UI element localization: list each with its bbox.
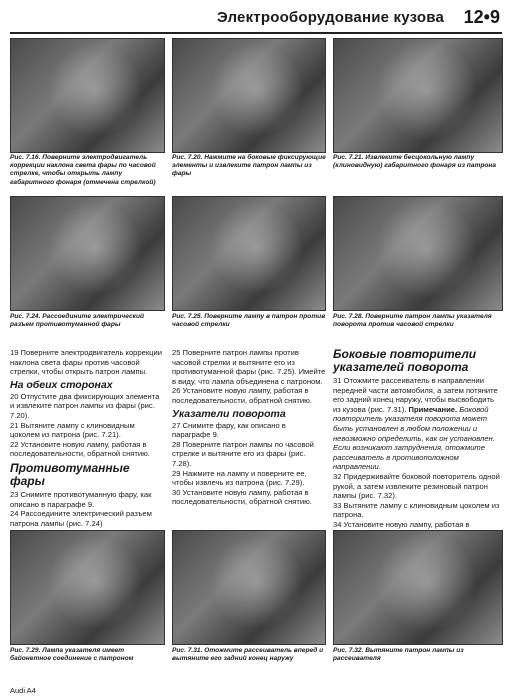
paragraph-34: 34 Установите новую лампу, работая в bbox=[333, 519, 470, 529]
photo-7-29 bbox=[10, 530, 165, 645]
note-label: Примечание. bbox=[408, 404, 458, 414]
caption-7-28: Рис. 7.28. Поверните патрон лампы указателя поворота против часовой стрелки bbox=[333, 313, 492, 329]
paragraph-25: 25 Поверните патрон лампы против часовой стрелки и вытяните его из противотуманной фары (рис. 7.25). Имейте в виду, что лампа объединена с патроном. bbox=[172, 348, 326, 386]
paragraph-28: 28 Поверните патрон лампы по часовой стрелке и вытяните его из фары (рис. 7.28). bbox=[172, 439, 314, 468]
paragraph-26: 26 Установите новую лампу, работая в последовательности, обратной снятию. bbox=[172, 386, 312, 405]
caption-7-24: Рис. 7.24. Рассоедините электрический разъем противотуманной фары bbox=[10, 313, 145, 329]
heading-side-repeaters: Боковые повторители указателей поворота bbox=[333, 347, 477, 374]
heading-both-sides: На обеих сторонах bbox=[10, 378, 113, 391]
caption-7-20: Рис. 7.20. Нажмите на боковые фиксирующие элементы и извлеките патрон лампы из фары bbox=[172, 154, 326, 178]
photo-7-20 bbox=[172, 38, 326, 153]
paragraph-24: 24 Рассоедините электрический разъем патрона лампы (рис. 7.24) bbox=[10, 509, 152, 528]
page-number: 12•9 bbox=[463, 7, 500, 27]
photo-7-32 bbox=[333, 530, 503, 645]
text-column-3 bbox=[333, 348, 501, 539]
page-footer: Audi A4 bbox=[10, 686, 36, 695]
paragraph-32: 32 Придерживайте боковой повторитель одной рукой, а затем извлеките резиновый патрон лампы (рис. 7.32). bbox=[333, 471, 500, 501]
note-text: Боковой повторитель указателя поворота может быть установлен в любом положении и невозможно определить, как он установлен. Если возникают затруднения, отожмите рассеиватель в противоположном направлении. bbox=[333, 404, 495, 472]
text-column-1 bbox=[10, 348, 165, 528]
paragraph-19: 19 Поверните электродвигатель коррекции наклона света фары против часовой стрелки, чтобы открыть патрон лампы. bbox=[10, 348, 163, 377]
photo-7-31 bbox=[172, 530, 326, 645]
photo-7-24 bbox=[10, 196, 165, 311]
paragraph-31 bbox=[333, 376, 501, 472]
paragraph-33: 33 Вытяните лампу с клиновидным цоколем из патрона. bbox=[333, 500, 500, 520]
caption-7-25: Рис. 7.25. Поверните лампу в патрон против часовой стрелки bbox=[172, 313, 326, 329]
heading-turn-signals: Указатели поворота bbox=[172, 407, 286, 420]
text-column-2 bbox=[172, 348, 326, 507]
page-header bbox=[10, 6, 502, 34]
caption-7-32: Рис. 7.32. Вытяните патрон лампы из рассеивателя bbox=[333, 647, 464, 663]
caption-7-29: Рис. 7.29. Лампа указателя имеет байонетное соединение с патроном bbox=[10, 647, 134, 663]
caption-7-31: Рис. 7.31. Отожмите рассеиватель вперед и вытяните его задний конец наружу bbox=[172, 647, 324, 663]
photo-7-28 bbox=[333, 196, 503, 311]
page-title: Электрооборудование кузова bbox=[217, 9, 444, 26]
paragraph-27: 27 Снимите фару, как описано в параграфе 9. bbox=[172, 420, 286, 440]
photo-7-16 bbox=[10, 38, 165, 153]
paragraph-29: 29 Нажмите на лампу и поверните ее, чтобы извлечь из патрона (рис. 7.29). bbox=[172, 468, 307, 488]
caption-7-21: Рис. 7.21. Извлеките бесцокольную лампу (клиновидную) габаритного фонаря из патрона bbox=[333, 154, 497, 170]
paragraph-20: 20 Отпустите два фиксирующих элемента и извлеките патрон лампы из фары (рис. 7.20). bbox=[10, 391, 160, 420]
paragraph-31-text: 31 Отожмите рассеиватель в направлении передней части автомобиля, а затем потяните его задний конец наружу, чтобы высвободить из кузова (рис. 7.31). bbox=[333, 376, 498, 414]
photo-7-25 bbox=[172, 196, 326, 311]
photo-7-21 bbox=[333, 38, 503, 153]
paragraph-22: 22 Установите новую лампу, работая в последовательности, обратной снятию. bbox=[10, 439, 150, 459]
paragraph-21: 21 Вытяните лампу с клиновидным цоколем из патрона (рис. 7.21). bbox=[10, 420, 135, 440]
paragraph-30: 30 Установите новую лампу, работая в последовательности, обратной снятию. bbox=[172, 487, 312, 507]
heading-fog-lights: Противотуманные фары bbox=[10, 460, 130, 488]
paragraph-23: 23 Снимите противотуманную фару, как описано в параграфе 9. bbox=[10, 489, 152, 509]
caption-7-16: Рис. 7.16. Поверните электродвигатель коррекции наклона света фары по часовой стрелке, чтобы открыть лампу габаритного фонаря (отмечена стрелкой) bbox=[10, 154, 156, 186]
